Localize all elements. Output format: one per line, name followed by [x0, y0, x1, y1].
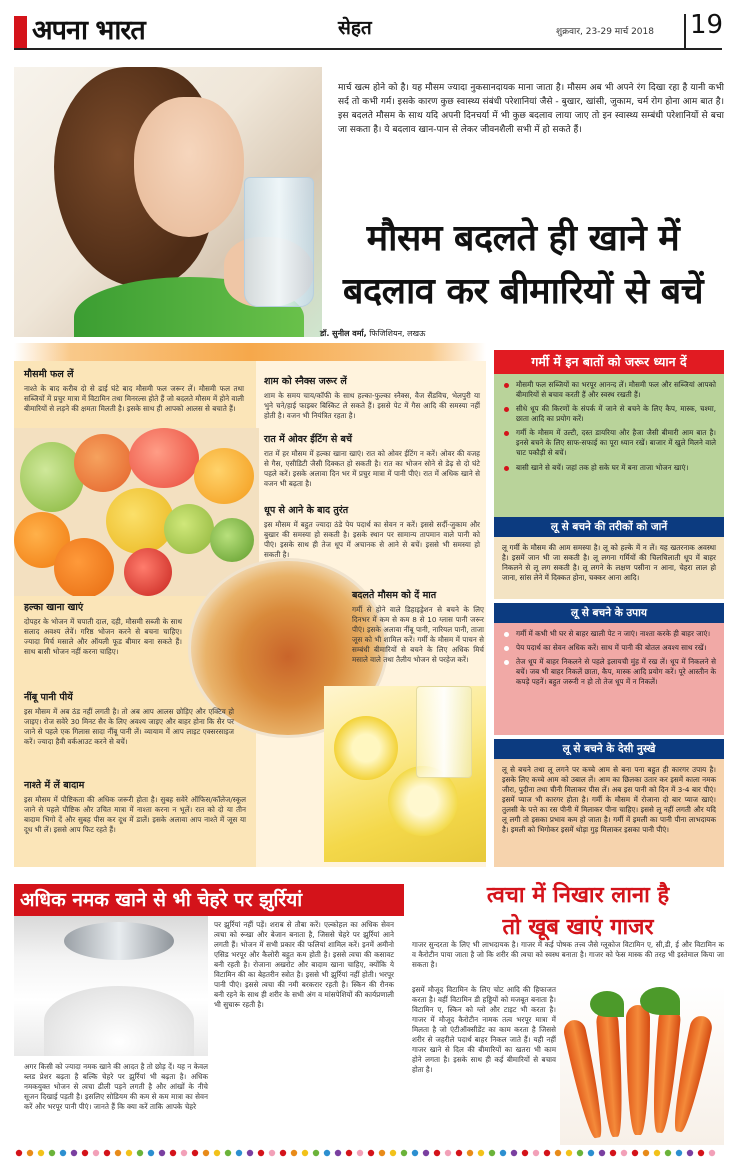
decor-dot: [104, 1150, 110, 1156]
page-number: 19: [690, 10, 724, 40]
carrots-photo: [560, 985, 724, 1145]
decor-dot: [126, 1150, 132, 1156]
section-almonds: [24, 778, 246, 835]
orange-divider: [14, 343, 486, 361]
masthead-separator: [684, 14, 686, 48]
section-body: रात में हर मौसम में हल्का खाना खाएं। रात को ओवर ईटिंग न करें। ओवर की वजह से गैस, एसीडिटी जैसी दिक्कत हो सकती है। रात का भोजन सोने से डेढ़ से दो घंटे पहले करें। इसके अलावा दिन भर में प्रचुर मात्रा में पानी पीएं। रात में अधिक खाने से वजन भी बढ़ता है।: [264, 449, 480, 488]
salt-article-heading: अधिक नमक खाने से भी चेहरे पर झुर्रियां: [14, 884, 404, 916]
decor-dot: [566, 1150, 572, 1156]
salt-shaker-photo: [14, 916, 208, 1056]
decor-dot: [445, 1150, 451, 1156]
remedy-list: [494, 623, 724, 695]
decor-dot: [159, 1150, 165, 1156]
author-name: डॉ. सुनील वर्मा,: [320, 329, 367, 338]
decor-dot: [27, 1150, 33, 1156]
heatstroke-ways-heading: लू से बचने की तरीकों को जानें: [494, 517, 724, 537]
masthead-red-block: [14, 16, 27, 48]
carrot-heading-line-2: तो खूब खाएं गाजर: [502, 913, 654, 940]
list-item: सीधे धूप की किरणों के संपर्क में जाने से बचने के लिए कैप, मास्क, चश्मा, छाता आदि का प्रयोग करें।: [504, 404, 716, 424]
bullet-icon: [504, 383, 509, 388]
decor-dot: [346, 1150, 352, 1156]
masthead-rule: [14, 48, 722, 50]
decor-dot: [467, 1150, 473, 1156]
decor-dot: [632, 1150, 638, 1156]
list-item: बासी खाने से बचें। जहां तक हो सके घर में बना ताजा भोजन खाएं।: [504, 463, 716, 473]
decor-dot: [148, 1150, 154, 1156]
decor-dot: [137, 1150, 143, 1156]
decor-dot: [258, 1150, 264, 1156]
section-beat-weather: [352, 588, 484, 665]
decor-dot: [401, 1150, 407, 1156]
section-after-sun: [264, 503, 480, 560]
carrot-article-heading: [430, 880, 726, 944]
section-heading: बदलते मौसम को दें मात: [352, 590, 437, 601]
decor-dot: [423, 1150, 429, 1156]
decor-dot: [588, 1150, 594, 1156]
decor-dot: [313, 1150, 319, 1156]
section-heading: नींबू पानी पीयें: [24, 692, 73, 703]
decor-dot: [93, 1150, 99, 1156]
decor-dot: [522, 1150, 528, 1156]
decor-dot: [324, 1150, 330, 1156]
decor-dot: [82, 1150, 88, 1156]
decor-dot: [203, 1150, 209, 1156]
decor-dot: [676, 1150, 682, 1156]
decor-dot: [368, 1150, 374, 1156]
water-glass-icon: [244, 177, 314, 307]
summer-tips-heading: गर्मी में इन बातों को जरूर ध्यान दें: [494, 350, 724, 374]
section-body: दोपहर के भोजन में चपाती दाल, दही, मौसमी सब्जी के साथ सलाद अवश्य लेवें। गरिष्ठ भोजन करने से बचना चाहिए। ज्यादा मिर्च मसाले और ऑयली फूड बीमार बना सकते हैं। साथ बासी भोजन नहीं करना चाहिए।: [24, 617, 182, 656]
decor-dot: [357, 1150, 363, 1156]
section-body: इस मौसम में अब ठंड नहीं लगती है। तो अब आप आलस छोड़िए और एक्टिव हो जाइए। रोज सवेरे 30 मिनट सैर के लिए अवश्य जाइए और बाहर होना कि सैर पर जाने से पहले एक गिलास सादा नींबू पानी लें। व्यायाम में आप लाइट एक्सरसाइज करें। ज्यादा हैवी वर्कआउट करने से बचें।: [24, 707, 234, 746]
decor-dot: [379, 1150, 385, 1156]
decor-dot: [170, 1150, 176, 1156]
section-body: इस मौसम में बहुत ज्यादा ठंडे पेय पदार्थ का सेवन न करें। इससे सर्दी-जुकाम और बुखार की समस्या हो सकती है। इसके स्थान पर सामान्य तापमान वाले पानी को पीएं। इसके साथ ही तेज धूप में अचानक से आने से बचें। इससे भी समस्या हो सकती है।: [264, 520, 480, 559]
decor-dot: [390, 1150, 396, 1156]
decor-dot: [269, 1150, 275, 1156]
decor-dot: [478, 1150, 484, 1156]
section-lemon-water: [24, 690, 234, 747]
author-role: फिजिशियन, लखऊ: [369, 329, 426, 338]
section-evening-snacks: [264, 374, 480, 421]
decor-dot: [533, 1150, 539, 1156]
bullet-icon: [504, 646, 509, 651]
heatstroke-ways-box: [494, 537, 724, 599]
decor-dot: [214, 1150, 220, 1156]
decor-dot: [698, 1150, 704, 1156]
decor-dot: [709, 1150, 715, 1156]
fruits-vegetables-photo: [14, 428, 259, 596]
salt-article-col2: पर झुर्रियां नहीं पड़ें। शराब से तौबा करें। एल्कोहल का अधिक सेवन त्वचा को रूखा और बेजान बनाता है, जिससे चेहरे पर झुर्रियां आने लगती हैं। भोजन में सभी प्रकार की फलियां शामिल करें। इनमें अमीनो एसिड भरपूर और कैलोरी बहुत कम होती है। इससे त्वचा की कसावट बनी रहती है। रोजाना अखरोट और बादाम खाना चाहिए, क्योंकि ये विटामिन की का बेहतरीन स्त्रोत है। इससे भी झुर्रियां नहीं होती। भरपूर पानी पीएं। इससे त्वचा की नमी बरकरार रहती है। स्किन की रौनक बनी रहने के साथ ही शरीर के सभी अंग व मांसपेशियों की कार्यप्रणाली भी सुचारू रहती है।: [214, 920, 394, 1009]
decor-dot: [621, 1150, 627, 1156]
glass-icon: [416, 686, 472, 778]
decor-dot: [38, 1150, 44, 1156]
decor-dot: [71, 1150, 77, 1156]
bullet-icon: [504, 660, 509, 665]
heatstroke-remedy-box: [494, 623, 724, 735]
decor-dot: [489, 1150, 495, 1156]
summer-tips-list: [494, 374, 724, 481]
decor-dot: [555, 1150, 561, 1156]
section-heading: हल्का खाना खाएं: [24, 602, 84, 613]
leaf-icon: [590, 991, 624, 1017]
desi-remedy-box: [494, 759, 724, 867]
list-item: गर्मी के मौसम में उल्टी, दस्त डायरिया और हैजा जैसी बीमारी आम बात है। इनसे बचने के लिए साफ-सफाई का पूरा ध्यान रखें। बाजार में खुले मिलने वाले चाट पकौड़ी से बचें।: [504, 428, 716, 458]
decor-dot: [500, 1150, 506, 1156]
decor-dot: [49, 1150, 55, 1156]
headline-line-2: बदलाव कर बीमारियों से बचें: [342, 270, 704, 313]
decor-dot: [192, 1150, 198, 1156]
carrot-article-para1: गाजर सुन्दरता के लिए भी लाभदायक है। गाजर में कई पोषक तत्त्व जैसे ग्लूकोज विटामिन ए, सी,डी, ई और विटामिन क व कैरोटीन पाया जाता है जो कि शरीर की त्वचा को स्वस्थ बनाता है। गाजर को फेस मास्क की तरह भी इस्तेमाल किया जा सकता है।: [412, 940, 724, 969]
desi-remedy-heading: लू से बचने के देसी नुस्खे: [494, 739, 724, 759]
decor-dot: [16, 1150, 22, 1156]
decor-dot: [643, 1150, 649, 1156]
bullet-icon: [504, 431, 509, 436]
decor-dot: [181, 1150, 187, 1156]
decor-dot: [115, 1150, 121, 1156]
decor-dot: [280, 1150, 286, 1156]
masthead: [0, 0, 737, 62]
decor-dot: [544, 1150, 550, 1156]
section-body: गर्मी से होने वाले डिहाइड्रेशन से बचने के लिए दिनभर में कम से कम 8 से 10 ग्लास पानी जरूर पीएं। इसके अलावा नींबू पानी, नारियल पानी, ताजा जूस को भी शामिल करें। गर्मी के मौसम में पाचन से सम्बंधी बीमारियों से बचने के लिए अधिक मिर्च मसाले वाले तथा तैलीय भोजन से परहेज करें।: [352, 605, 484, 664]
decor-dot: [236, 1150, 242, 1156]
section-body: शाम के समय चाय/कॉफी के साथ हल्का-फुल्का स्नैक्स, वैज सैंडविच, भेलपुरी या भुने चने/हाई फाइबर बिस्किट ले सकते हैं। इससे पेट में गैस आदि की समस्या नहीं होती है। वजन भी नियंत्रित रहता है।: [264, 391, 480, 420]
decor-dot: [302, 1150, 308, 1156]
section-heading: मौसमी फल लें: [24, 369, 74, 380]
heatstroke-ways-body: लू गर्मी के मौसम की आम समस्या है। लू को हल्के में न लें। यह खतरनाक अवस्था है। इसमें जान भी जा सकती है। लू लगना गर्मियों की चिलचिलाती धूप में बाहर निकलने से लू लग सकती है। लू लगने के लक्षण पसीना न आना, चेहरा लाल हो जाना, सांस लेने में दिक्कत होना, चक्कर आना आदि।: [502, 543, 716, 582]
section-heading: धूप से आने के बाद तुरंत: [264, 505, 349, 516]
decor-dot: [665, 1150, 671, 1156]
bullet-icon: [504, 466, 509, 471]
section-heading: रात में ओवर ईटिंग से बचें: [264, 434, 353, 445]
issue-date: शुक्रवार, 23-29 मार्च 2018: [556, 27, 654, 37]
main-headline: [322, 212, 724, 319]
section-heading: शाम को स्नैक्स जरूर लें: [264, 376, 347, 387]
section-title: सेहत: [338, 17, 372, 39]
decor-dot: [687, 1150, 693, 1156]
bullet-icon: [504, 632, 509, 637]
decor-dot: [412, 1150, 418, 1156]
bullet-icon: [504, 407, 509, 412]
decor-dot: [247, 1150, 253, 1156]
decor-dot: [599, 1150, 605, 1156]
section-body: नाश्ते के बाद करीब दो से ढाई घंटे बाद मौसमी फल जरूर लें। मौसमी फल तथा सब्जियों में प्रचुर मात्रा में विटामिन तथा मिनरल्स होते हैं जो बदलते मौसम में होने वाली बीमारियों से लड़ने की क्षमता मिलती है। इसके साथ ही आपको आलस से बचाते हैं।: [24, 384, 244, 413]
desi-remedy-body: लू से बचने तथा लू लगने पर कच्चे आम से बना पना बहुत ही कारगर उपाय है। इसके लिए कच्चे आम को उबाल लें। आम का छिलका उतार कर इसमें काला नमक जीरा, पुदीना तथा चीनी मिलाकर पीस लें। अब इस पानी को दिन में 3-4 बार पीएं। इसमें प्याज भी कारगर होता है। गर्मी के मौसम में रोजाना दो बार प्याज खाएं। तुलसी के पत्ते का रस पीनी में मिलाकर पीना चाहिए। इससे लू नहीं लगती और यदि लू लगी तो इसका प्रभाव कम हो जाता है। गर्मी में इमली का पानी पीना लाभदायक है। इमली को भिगोकर इसमें थोड़ा गुड़ मिलाकर इसका पानी पीएं।: [502, 765, 716, 834]
list-item: तेज धूप में बाहर निकलने से पहले इलायची मुंह में रख लें। धूप में निकलने से बचें। जब भी बाहर निकलें छाता, कैप, मास्क आदि प्रयोग करें। पूरे आस्तीन के कपड़े पहनें। बहुत जरूरी न हो तो तेज धूप में न निकलें।: [504, 657, 716, 687]
decorative-dot-strip: [14, 1148, 724, 1158]
woman-drinking-water-photo: [14, 67, 322, 337]
decor-dot: [654, 1150, 660, 1156]
decor-dot: [225, 1150, 231, 1156]
decor-dot: [511, 1150, 517, 1156]
section-body: इस मौसम में पौष्टिकता की अधिक जरूरी होता है। सुबह सवेरे ऑफिस/कॉलेज/स्कूल जाने से पहले पौष्टिक और उचित मात्रा में नाश्ता करना न भूलें। रात को दो या तीन बादाम भिगो दें और सुबह पीस कर दूध में डालें। इसके अलावा आप नाश्ते में जूस या दूध भी लें। इससे आप फिट रहते हैं।: [24, 795, 246, 834]
intro-paragraph: मार्च खत्म होने को है। यह मौसम ज्यादा नुकसानदायक माना जाता है। मौसम अब भी अपने रंग दिखा रहा है यानी कभी सर्द तो कभी गर्म। इसके कारण कुछ स्वास्थ्य संबंधी परेशानियां जैसे - बुखार, खांसी, जुकाम, चर्म रोग होना आम बात है। इस बदलते मौसम के साथ यदि अपनी दिनचर्या में भी कुछ बदलाव लाया जाए तो इन स्वास्थ्य सम्बंधी परेशानियों से बचा जा सकता है। ये बदलाव खान-पान से लेकर जीवनशैली सभी में हो सकते हैं।: [338, 83, 724, 135]
decor-dot: [335, 1150, 341, 1156]
list-item: मौसमी फल सब्जियों का भरपूर आनन्द लें। मौसमी फल और सब्जियां आपको बीमारियों से बचाव करती हैं और स्वस्थ रखती हैं।: [504, 380, 716, 400]
newspaper-title: अपना भारत: [32, 15, 145, 46]
section-light-food: [24, 600, 182, 657]
list-item: पेय पदार्थ का सेवन अधिक करें। साथ में पानी की बोतल अवश्य साथ रखें।: [504, 643, 716, 653]
heatstroke-remedy-heading: लू से बचने के उपाय: [494, 603, 724, 623]
section-overeating: [264, 432, 480, 489]
list-item: गर्मी में कभी भी घर से बाहर खाली पेट न जाएं। नाश्ता करके ही बाहर जाएं।: [504, 629, 716, 639]
decor-dot: [291, 1150, 297, 1156]
lemon-water-photo: [324, 686, 486, 862]
decor-dot: [577, 1150, 583, 1156]
carrot-article-para2: इसमें मौजूद विटामिन के लिए चोट आदि की हिफाजत करता है। वहीं विटामिन डी हड्डियों को मजबूत बनाता है। विटामिन ए, स्किन को ग्लो और टाइट भी करता है। गाजर में मौजूद कैरोटीन नामक तत्व भरपूर मात्रा में मिलता है जो एंटीऑक्सीडेंट का काम करता है जिससे शरीर से जहरीले पदार्थ बाहर निकल जाते हैं। यही नहीं गाजर खाने से दिल की बीमारियों का खतरा भी काम होने लगता है। इसके साथ ही कई बीमारियों से बचाव होता है।: [412, 985, 556, 1074]
salt-article-col1: अगर किसी को ज्यादा नमक खाने की आदत है तो छोड़ दें। यह न केवल ब्लड प्रेशर बढ़ता है बल्कि चेहरे पर झुर्रियां भी बढ़ता है। अधिक नमकयुक्त भोजन से त्वचा ढीली पड़ने लगती है और आंखों के नीचे सूजन दिखाई पड़ती है। इसलिए सोडियम की कम से कम मात्रा का सेवन करें और भरपूर पानी पीएं। जानते हैं कि क्या करें ताकि आपके चेहरे: [24, 1062, 208, 1111]
summer-tips-box: [494, 374, 724, 517]
salt-shaker-icon: [64, 922, 174, 960]
decor-dot: [60, 1150, 66, 1156]
section-heading: नाश्ते में लें बादाम: [24, 780, 85, 791]
decor-dot: [434, 1150, 440, 1156]
decor-dot: [610, 1150, 616, 1156]
carrot-heading-line-1: त्वचा में निखार लाना है: [486, 882, 670, 908]
section-seasonal-fruits: [24, 367, 244, 414]
byline: [320, 328, 490, 339]
headline-line-1: मौसम बदलते ही खाने में: [366, 217, 680, 259]
decor-dot: [456, 1150, 462, 1156]
